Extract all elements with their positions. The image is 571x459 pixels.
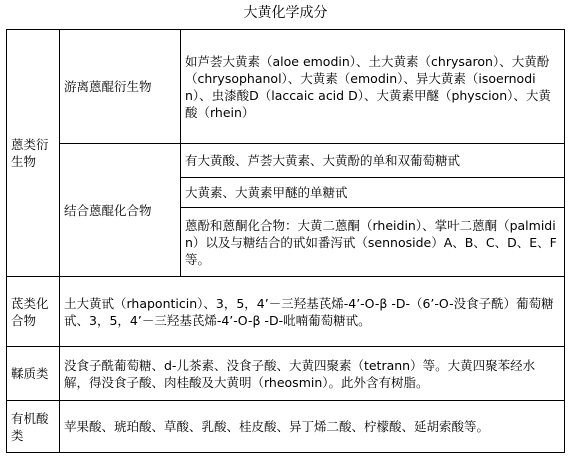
category-cell-tannins: 鞣质类 (7, 347, 60, 401)
description-cell-bound-1: 有大黄酸、芦荟大黄素、大黄酚的单和双葡萄糖甙 (181, 144, 565, 178)
subcategory-cell-bound: 结合蒽醌化合物 (60, 144, 181, 277)
description-cell-stilbenes: 土大黄甙（rhaponticin）、3，5，4’－三羟基芪烯-4’-O-β -D-（6’-O-没食子酰）葡萄糖甙、3，5，4’－三羟基芪烯-4’-O-β -D-吡喃葡萄糖甙。 (60, 277, 565, 347)
description-cell-tannins: 没食子酰葡萄糖、d-儿茶素、没食子酸、大黄四聚素（tetrann）等。大黄四聚苯经水解，得没食子酸、肉桂酸及大黄明（rheosmin）。此外含有树脂。 (60, 347, 565, 401)
category-cell-stilbenes: 茋类化合物 (7, 277, 60, 347)
document-title: 大黄化学成分 (243, 5, 328, 21)
table-row (7, 347, 565, 401)
table-row (7, 30, 565, 144)
category-cell-anthraquinones: 蒽类衍生物 (7, 30, 60, 277)
category-cell-organic-acids: 有机酸类 (7, 401, 60, 453)
description-cell-organic-acids: 苹果酸、琥珀酸、草酸、乳酸、桂皮酸、异丁烯二酸、柠檬酸、延胡索酸等。 (60, 401, 565, 453)
subcategory-cell-free: 游离蒽醌衍生物 (60, 30, 181, 144)
table-row (7, 401, 565, 453)
description-cell-free: 如芦荟大黄素（aloe emodin）、土大黄素（chrysaron）、大黄酚（chrysophanol）、大黄素（emodin）、异大黄素（isoernodin）、虫漆酸D（laccaic acid D）、大黄素甲醚（physcion）、大黄酸（rhein） (181, 30, 565, 144)
description-cell-bound-3: 蒽酚和蒽酮化合物：大黄二蒽酮（rheidin）、掌叶二蒽酮（palmidin）以及与糖结合的甙如番泻甙（sennoside）A、B、C、D、E、F等。 (181, 208, 565, 277)
composition-table (6, 29, 565, 453)
table-row (7, 144, 565, 178)
description-cell-bound-2: 大黄素、大黄素甲醚的单糖甙 (181, 178, 565, 208)
table-row (7, 277, 565, 347)
